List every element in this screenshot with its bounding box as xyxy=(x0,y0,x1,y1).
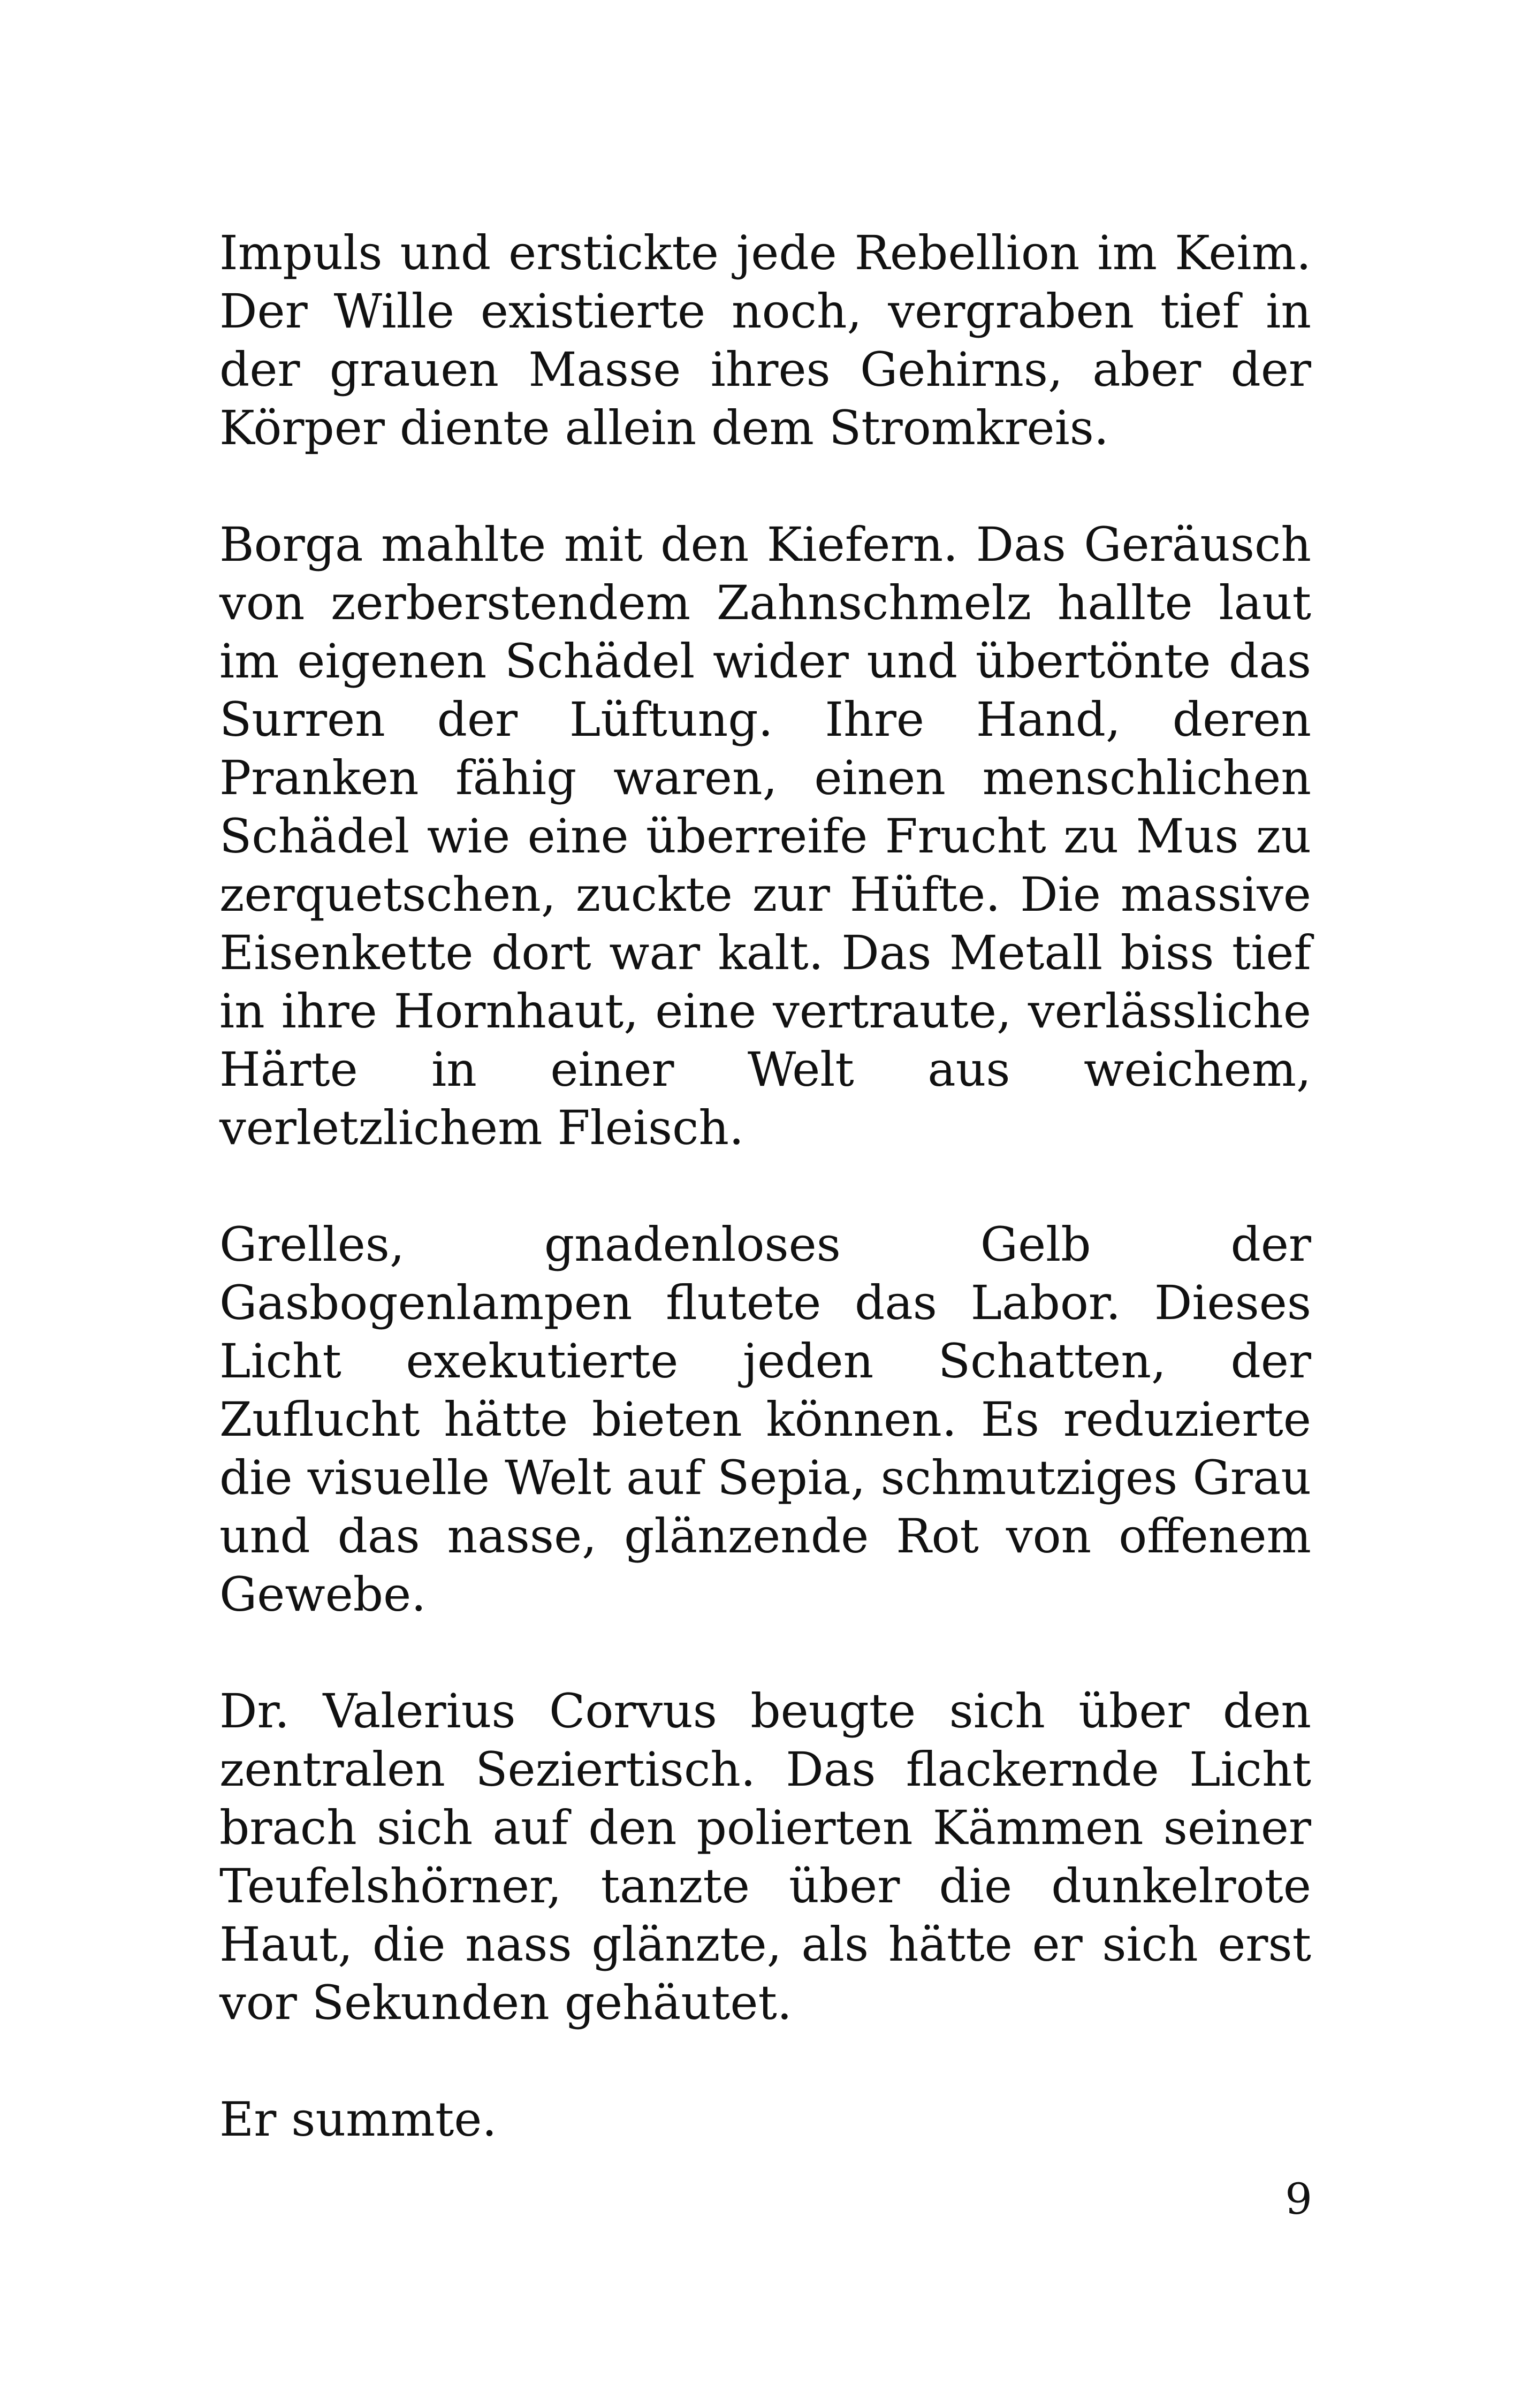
paragraph-1: Impuls und erstickte jede Rebellion im Keim. Der Wille existierte noch, vergraben tief in der grauen Masse ihres Gehirns, aber der Körper diente allein dem Stromkreis. xyxy=(219,225,1311,455)
paragraph-3: Grelles, gnadenloses Gelb der Gasbogenlampen flutete das Labor. Dieses Licht exekutierte jeden Schatten, der Zuflucht hätte bieten können. Es reduzierte die visuelle Welt auf Sepia, schmutziges Grau und das nasse, glänzende Rot von offenem Gewebe. xyxy=(219,1217,1311,1622)
paragraph-4: Dr. Valerius Corvus beugte sich über den zentralen Seziertisch. Das flackernde Licht brach sich auf den polierten Kämmen seiner Teufelshörner, tanzte über die dunkelrote Haut, die nass glänzte, als hätte er sich erst vor Sekunden gehäutet. xyxy=(219,1683,1311,2030)
body-text xyxy=(219,224,1311,2207)
paragraph-2: Borga mahlte mit den Kiefern. Das Geräusch von zerberstendem Zahnschmelz hallte laut im eigenen Schädel wider und übertönte das Surren der Lüftung. Ihre Hand, deren Pranken fähig waren, einen menschlichen Schädel wie eine überreife Frucht zu Mus zu zerquetschen, zuckte zur Hüfte. Die massive Eisenkette dort war kalt. Das Metall biss tief in ihre Hornhaut, eine vertraute, verlässliche Härte in einer Welt aus weichem, verletzlichem Fleisch. xyxy=(219,517,1311,1155)
paragraph-5: Er summte. xyxy=(219,2092,497,2147)
page-number: 9 xyxy=(1285,2174,1312,2224)
